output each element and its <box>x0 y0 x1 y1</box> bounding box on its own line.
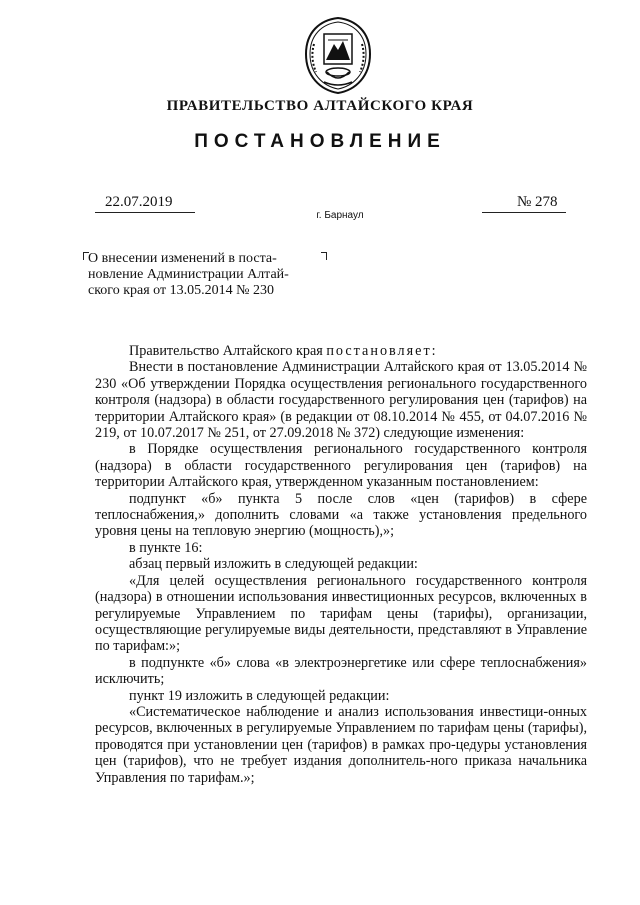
body-paragraph: «Систематическое наблюдение и анализ использования инвестици-онных ресурсов, включенных в регулируемые Управлением по тарифам цены (тарифы), проводятся при установлении цен (тарифов) в рамках про-цедуры установления цен (тарифов), что не требует издания дополнитель-ного приказа начальника Управления по тарифам.»; <box>95 703 587 786</box>
document-body <box>95 343 587 786</box>
body-paragraph: в Порядке осуществления регионального государственного контроля (надзора) в области государственного регулирования цен (тарифов) на территории Алтайского края, утвержденном указанным постановлением: <box>95 441 587 491</box>
document-type-title: ПОСТАНОВЛЕНИЕ <box>194 131 446 152</box>
body-paragraph: в пункте 16: <box>129 539 203 556</box>
body-paragraph: Внести в постановление Администрации Алтайского края от 13.05.2014 № 230 «Об утверждении Порядка осуществления регионального государственного контроля (надзора) в области государственного регулирования цен (тарифов) на территории Алтайского края» (в редакции от 08.10.2014 № 455, от 04.07.2016 № 219, от 10.07.2017 № 251, от 27.09.2018 № 372) следующие изменения: <box>95 359 587 442</box>
body-paragraph: подпункт «б» пункта 5 после слов «цен (тарифов) в сфере теплоснабжения,» дополнить словами «а также установления предельного уровня цены на тепловую энергию (мощность),»; <box>95 490 587 540</box>
subject-line: новление Администрации Алтай- <box>88 267 289 282</box>
preamble-text: Правительство Алтайского края <box>129 343 327 359</box>
body-paragraph: абзац первый изложить в следующей редакции: <box>129 556 418 573</box>
body-paragraph: «Для целей осуществления регионального государственного контроля (надзора) в отношении использования инвестиционных ресурсов, включенных в регулируемые Управлением по тарифам цены (тарифы), организации, осуществляющие регулируемые виды деятельности, представляют в Управление по тарифам:»; <box>95 572 587 655</box>
coat-of-arms-emblem <box>300 14 376 96</box>
preamble-resolves: постановляет: <box>326 343 438 359</box>
subject-line: О внесении изменений в поста- <box>88 251 277 266</box>
document-number: № 278 <box>517 194 558 210</box>
document-date: 22.07.2019 <box>105 194 173 210</box>
body-paragraph: пункт 19 изложить в следующей редакции: <box>129 687 390 704</box>
government-title: ПРАВИТЕЛЬСТВО АЛТАЙСКОГО КРАЯ <box>166 98 474 114</box>
document-subject <box>88 251 324 299</box>
subject-line: ского края от 13.05.2014 № 230 <box>88 283 274 298</box>
preamble-paragraph <box>95 343 587 359</box>
body-paragraph: в подпункте «б» слова «в электроэнергетике или сфере теплоснабжения» исключить; <box>95 654 587 688</box>
city-label: г. Барнаул <box>316 210 364 221</box>
